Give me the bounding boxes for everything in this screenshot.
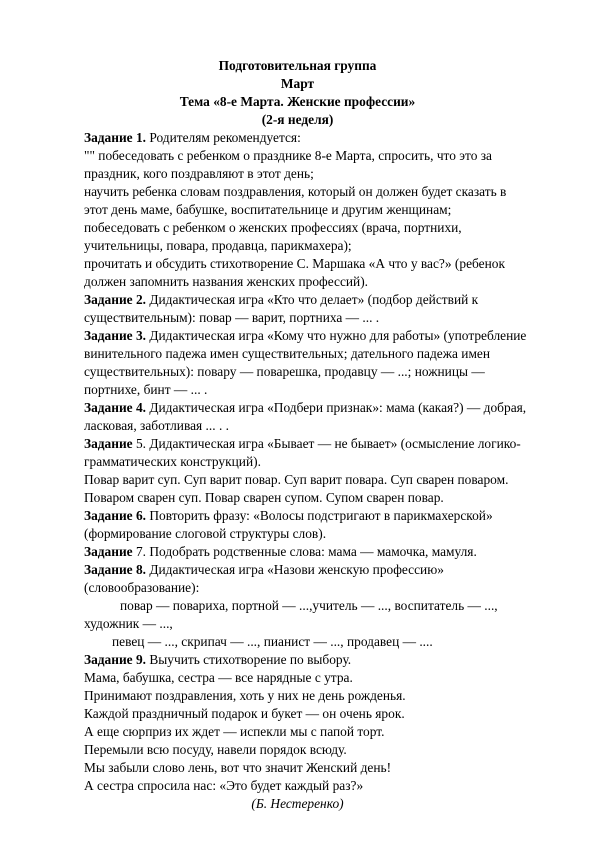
task-8-line: (словообразование): [84,580,200,595]
task-5-line: грамматических конструкций). [84,454,261,469]
task-1-line: побеседовать с ребенком о женских профессиях (врача, портнихи, [84,220,462,235]
task-6-intro: Повторить фразу: «Волосы подстригают в парикмахерской» [146,508,493,523]
task-3-line: винительного падежа имен существительных; дательного падежа имен [84,346,491,361]
task-8-line: повар — повариха, портной — ...,учитель — ..., воспитатель — ..., [120,598,498,613]
task-1-line: прочитать и обсудить стихотворение С. Маршака «А что у вас?» (ребенок [84,256,505,271]
task-1-intro: Родителям рекомендуется: [146,130,301,145]
task-4-heading [84,400,526,416]
task-4-intro: Дидактическая игра «Подбери признак»: мама (какая?) — добрая, [146,400,527,415]
task-3-label: Задание 3. [84,328,146,343]
poem-line: А сестра спросила нас: «Это будет каждый раз?» [84,778,364,793]
poem-line: А еще сюрприз их ждет — испекли мы с папой торт. [84,724,385,739]
task-1-line: "" побеседовать с ребенком о празднике 8-е Марта, спросить, что это за [84,148,492,163]
task-4-label: Задание 4. [84,400,146,415]
task-4-line: ласковая, заботливая ... . . [84,418,229,433]
task-3-intro: Дидактическая игра «Кому что нужно для работы» (употребление [146,328,527,343]
task-3-line: существительных): повару — поварешка, продавцу — ...; ножницы — [84,364,485,379]
task-9-intro: Выучить стихотворение по выбору. [146,652,352,667]
task-1-line: научить ребенка словам поздравления, который он должен будет сказать в [84,184,507,199]
poem-line: Мама, бабушка, сестра — все нарядные с утра. [84,670,353,685]
task-5-label: Задание [84,436,133,451]
task-7-label: Задание [84,544,133,559]
task-6-label: Задание 6. [84,508,146,523]
task-1-line: должен запомнить названия женских профессий). [84,274,369,289]
task-2-heading [84,292,478,308]
task-1-label: Задание 1. [84,130,146,145]
task-9-heading [84,652,351,668]
month-title: Март [280,76,315,91]
task-8-label: Задание 8. [84,562,146,577]
poem-line: Принимают поздравления, хоть у них не день рожденья. [84,688,406,703]
task-8-intro: Дидактическая игра «Назови женскую профессию» [146,562,444,577]
task-6-heading [84,508,493,524]
poem-line: Перемыли всю посуду, навели порядок всюду. [84,742,347,757]
task-8-heading [84,562,444,578]
poem-line: Мы забыли слово лень, вот что значит Женский день! [84,760,392,775]
task-9-label: Задание 9. [84,652,146,667]
task-8-line: художник — ..., [84,616,173,631]
task-3-line: портнихе, бинт — ... . [84,382,208,397]
task-5-line: Поваром сварен суп. Повар сварен супом. Супом сварен повар. [84,490,444,505]
task-2-label: Задание 2. [84,292,146,307]
task-2-intro: Дидактическая игра «Кто что делает» (подбор действий к [146,292,479,307]
topic-title: Тема «8-е Марта. Женские профессии» [179,94,416,109]
task-5-heading [84,436,521,452]
task-7-heading [84,544,477,560]
task-7-intro: 7. Подобрать родственные слова: мама — мамочка, мамуля. [132,544,477,559]
task-3-heading [84,328,526,344]
task-2-line: существительным): повар — варит, портниха — ... . [84,310,380,325]
task-5-intro: 5. Дидактическая игра «Бывает — не бывает» (осмысление логико- [132,436,521,451]
week-title: (2-я неделя) [261,112,334,127]
task-1-line: этот день маме, бабушке, воспитательнице и другим женщинам; [84,202,452,217]
task-5-line: Повар варит суп. Суп варит повар. Суп варит повара. Суп сварен поваром. [84,472,509,487]
task-6-line: (формирование слоговой структуры слов). [84,526,327,541]
group-title: Подготовительная группа [218,58,377,73]
task-1-line: праздник, кого поздравляют в этот день; [84,166,314,181]
task-1-line: учительницы, повара, продавца, парикмахера); [84,238,352,253]
task-1-heading [84,130,301,146]
poem-line: Каждой праздничный подарок и букет — он очень ярок. [84,706,405,721]
task-8-line: певец — ..., скрипач — ..., пианист — ..., продавец — .... [112,634,433,649]
poem-author: (Б. Нестеренко) [251,796,344,811]
